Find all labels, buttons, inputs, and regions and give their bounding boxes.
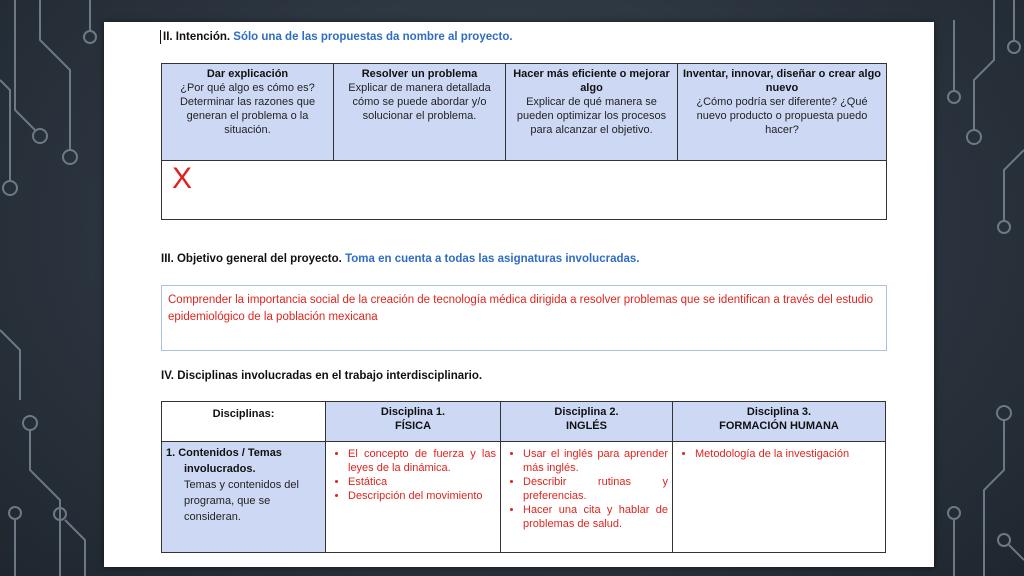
contents-list <box>505 447 668 531</box>
option-title: Inventar, innovar, diseñar o crear algo nuevo <box>682 68 882 94</box>
option-text: Explicar de qué manera se pueden optimizar los procesos para alcanzar el objetivo. <box>516 96 667 136</box>
right-circuit-decoration <box>934 0 1024 576</box>
section-3-note: Toma en cuenta a todas las asignaturas involucradas. <box>345 253 640 265</box>
section-2-note: Sólo una de las propuestas da nombre al proyecto. <box>233 31 513 43</box>
list-item: • Metodología de la investigación <box>695 447 881 461</box>
row-title-continued: involucrados. <box>184 463 256 475</box>
row-description: Temas y contenidos del programa, que se consideran. <box>184 479 299 523</box>
contents-list <box>677 447 881 461</box>
discipline-name: Disciplina 3. <box>746 406 812 418</box>
disciplines-header-label: Disciplinas: <box>162 402 326 442</box>
list-item: • Hacer una cita y hablar de problemas de salud. <box>523 503 668 531</box>
option-text: ¿Por qué algo es cómo es? Determinar las razones que generan el problema o la situación. <box>179 82 316 136</box>
discipline-3-contents[interactable] <box>673 442 886 553</box>
discipline-subject: INGLÉS <box>566 420 607 432</box>
discipline-name: Disciplina 2. <box>554 406 619 418</box>
discipline-subject: FORMACIÓN HUMANA <box>719 420 839 432</box>
option-title: Dar explicación <box>206 68 289 80</box>
intention-answer-row <box>162 161 887 220</box>
intention-options-row <box>162 64 887 161</box>
option-innovate <box>678 64 887 161</box>
section-2-title: II. Intención. <box>163 31 231 43</box>
list-item: • Describir rutinas y preferencias. <box>523 475 668 503</box>
contents-row-label <box>162 442 326 553</box>
disciplines-table <box>161 401 886 553</box>
discipline-1-contents[interactable] <box>326 442 501 553</box>
disciplines-header-row <box>162 402 886 442</box>
list-item: • Descripción del movimiento <box>348 489 496 503</box>
list-item: • Usar el inglés para aprender más inglés. <box>523 447 668 475</box>
discipline-1-header <box>326 402 501 442</box>
contents-list <box>330 447 496 503</box>
row-title: 1. Contenidos / Temas <box>166 447 282 459</box>
intention-answer-cell[interactable] <box>162 161 887 220</box>
discipline-subject: FÍSICA <box>394 420 432 432</box>
discipline-2-contents[interactable] <box>501 442 673 553</box>
option-explain <box>162 64 334 161</box>
list-item: • Estática <box>348 475 496 489</box>
section-3-title: III. Objetivo general del proyecto. <box>161 253 342 265</box>
text-cursor <box>160 30 161 44</box>
section-3-heading <box>161 253 639 265</box>
general-objective-box[interactable]: Comprender la importancia social de la creación de tecnología médica dirigida a resolver problemas que se identifican a través del estudio epidemiológico de la población mexicana <box>161 285 887 351</box>
option-text: ¿Cómo podría ser diferente? ¿Qué nuevo producto o propuesta puedo hacer? <box>696 96 868 136</box>
discipline-2-header <box>501 402 673 442</box>
discipline-name: Disciplina 1. <box>380 406 446 418</box>
section-4-heading: IV. Disciplinas involucradas en el trabajo interdisciplinario. <box>161 370 483 382</box>
option-text: Explicar de manera detallada cómo se puede abordar y/o solucionar el problema. <box>348 82 491 122</box>
option-title: Resolver un problema <box>361 68 478 80</box>
option-improve <box>506 64 678 161</box>
list-item: • El concepto de fuerza y las leyes de la dinámica. <box>348 447 496 475</box>
left-circuit-decoration <box>0 0 104 576</box>
discipline-3-header <box>673 402 886 442</box>
contents-row <box>162 442 886 553</box>
option-title: Hacer más eficiente o mejorar algo <box>513 68 670 94</box>
option-solve <box>334 64 506 161</box>
intention-table <box>161 63 887 220</box>
section-2-heading <box>163 31 513 43</box>
selection-mark: X <box>172 162 193 195</box>
